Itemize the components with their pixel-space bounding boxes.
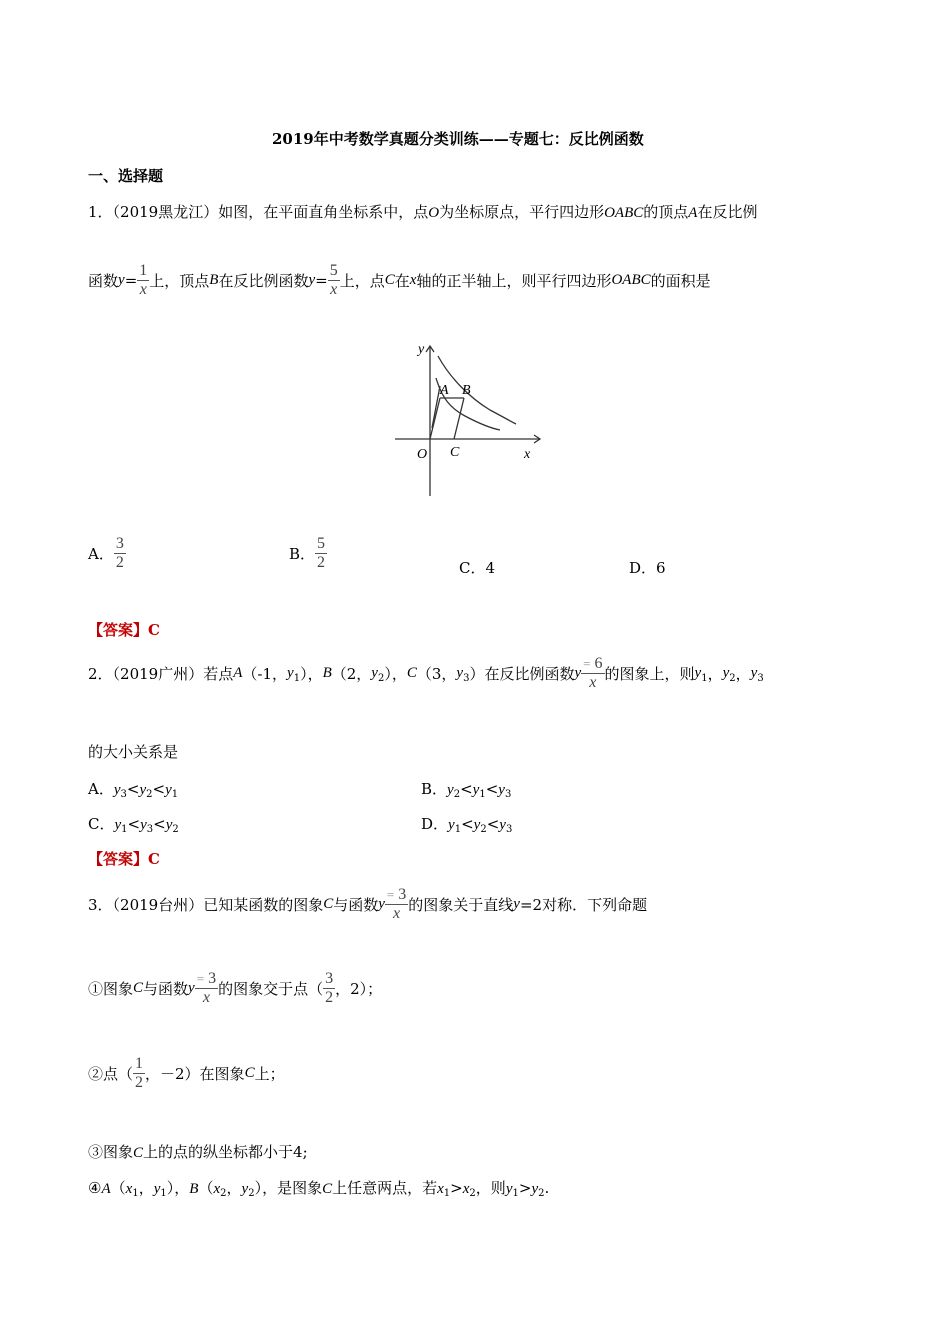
fig-label-O: O — [417, 447, 428, 462]
q2-option-c: C．$y_1<y_3<y_2$ — [88, 815, 179, 835]
fig-label-B: B — [462, 383, 471, 398]
q1-figure — [390, 338, 550, 498]
q2-option-d: D．$y_1<y_2<y_3$ — [421, 815, 513, 835]
q1-option-b: B． $\frac{5}{2}$ — [289, 535, 326, 571]
fraction-3-over-x: $\frac{= 3}{x}$ — [386, 886, 407, 922]
fig-label-x: x — [524, 447, 531, 462]
q2-line2: 的大小关系是 — [88, 743, 179, 761]
fraction-1-over-x: $\frac{1}{x}$ — [139, 262, 148, 298]
fig-label-y: y — [418, 342, 425, 357]
curve-5-over-x — [438, 356, 516, 424]
segment-O-curve — [432, 386, 440, 428]
q1-option-d: D．6 — [629, 559, 666, 577]
fraction-5-over-x: $\frac{5}{x}$ — [329, 262, 338, 298]
segment-OA — [430, 398, 440, 439]
q3-statement-4: $④A(x_1$，$y_1$），$B(x_2$，$y_2$），是图象C上任意两点，若$x_1>x_2$，则$y_1>y_2$. — [88, 1179, 550, 1199]
q3-statement-1: ①图象C与函数y $\frac{= 3}{x}$ 的图象交于点（ $\frac{3}{2}$ ，2）； — [88, 970, 383, 1006]
fig-label-C: C — [450, 445, 460, 460]
q2-option-b: B．$y_2<y_1<y_3$ — [421, 780, 512, 800]
q2-answer: 【答案】C — [88, 850, 160, 868]
section-heading: 一、选择题 — [88, 167, 164, 185]
q1-option-c: C．4 — [459, 559, 496, 577]
q3-statement-2: ②点（ $\frac{1}{2}$ ，－2）在图象C上； — [88, 1055, 285, 1091]
q2-line1: 2．（2019广州）若点A（-1，$y_1$），B（2，$y_2$），C（3，$y_3$）在反比例函数y $\frac{= 6}{x}$ 的图象上，则$y_1$，$y_2$，$y_3$ — [88, 655, 764, 691]
page-title: 2019年中考数学真题分类训练——专题七：反比例函数 — [272, 130, 644, 148]
q3-statement-3: ③图象C上的点的纵坐标都小于4; — [88, 1143, 308, 1161]
fraction-6-over-x: $\frac{= 6}{x}$ — [583, 655, 603, 691]
q1-line2: 函数y= $\frac{1}{x}$ 上，顶点B在反比例函数y= $\frac{5}{x}$ 上，点C在x轴的正半轴上，则平行四边形OABC的面积是 — [88, 262, 711, 298]
q3-line1: 3．（2019台州）已知某函数的图象C与函数y $\frac{= 3}{x}$ 的图象关于直线y=2对称．下列命题 — [88, 886, 648, 922]
fig-label-A: A — [440, 383, 449, 398]
q1-line1: 1．（2019黑龙江）如图，在平面直角坐标系中，点O为坐标原点，平行四边形OABC的顶点A在反比例 — [88, 203, 758, 221]
q1-option-a: A． $\frac{3}{2}$ — [88, 535, 124, 571]
q1-answer: 【答案】C — [88, 621, 160, 639]
q2-option-a: A．$y_3<y_2<y_1$ — [88, 780, 179, 800]
segment-BC — [454, 398, 464, 439]
